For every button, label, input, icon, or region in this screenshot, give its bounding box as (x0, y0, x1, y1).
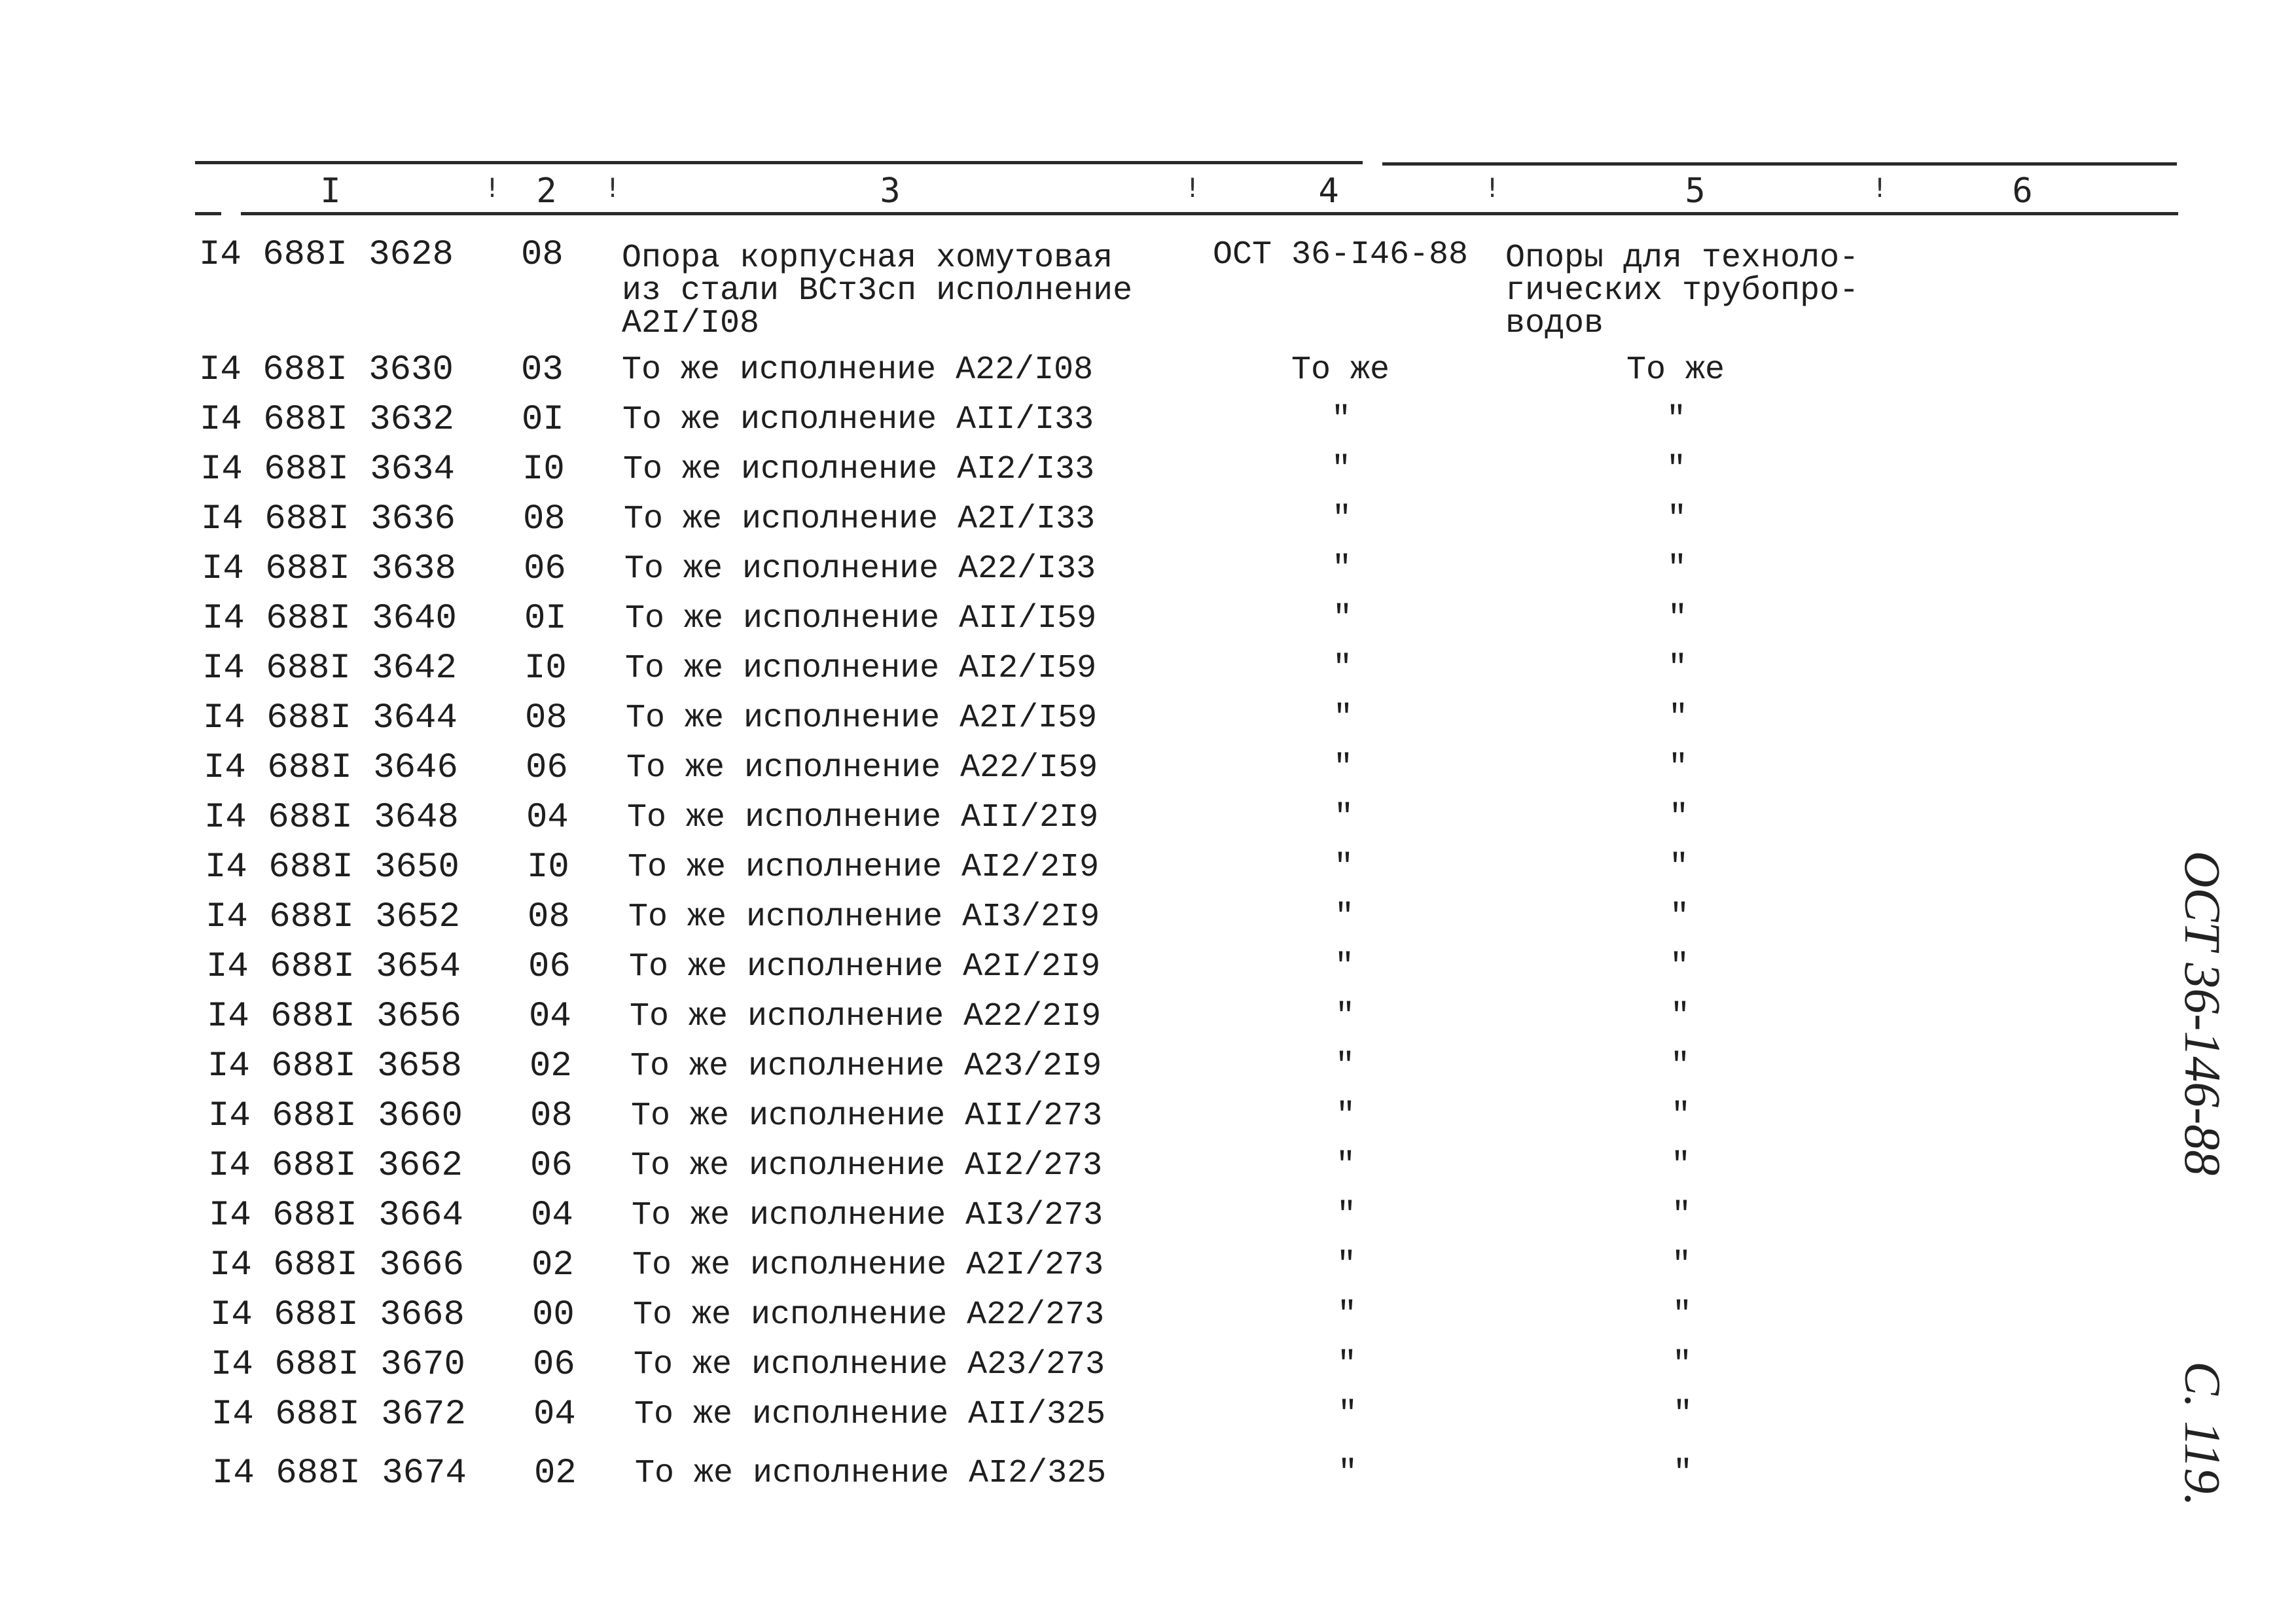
check-number: I0 (522, 450, 565, 490)
column-header-5: 5 (1685, 171, 1706, 211)
standard-ref: " (1336, 1197, 1356, 1234)
designation-code: I4 688I 3670 (211, 1345, 465, 1385)
item-name: То же исполнение А2I/I59 (626, 700, 1098, 737)
header-bottom-rule-dash (195, 212, 221, 215)
standard-ref: То же (1291, 351, 1390, 389)
group-name: " (1669, 899, 1689, 936)
standard-ref: " (1336, 1296, 1357, 1334)
designation-code: I4 688I 3654 (206, 947, 461, 987)
group-name: " (1668, 749, 1688, 787)
check-number: 06 (533, 1345, 575, 1385)
standard-ref: " (1332, 650, 1352, 687)
item-name: Опора корпусная хомутовая из стали ВСт3сп исполнение А2I/I08 (622, 240, 1133, 342)
item-name: То же исполнение АI3/273 (632, 1197, 1103, 1234)
column-separator: ! (1484, 173, 1501, 204)
standard-ref: " (1337, 1396, 1357, 1433)
check-number: 08 (523, 499, 565, 539)
check-number: 08 (521, 235, 564, 275)
standard-ref: ОСТ 36-I46-88 (1212, 236, 1469, 274)
standard-ref: " (1335, 1048, 1355, 1085)
group-name: То же (1626, 351, 1725, 389)
group-name: " (1670, 998, 1690, 1035)
item-name: То же исполнение А23/2I9 (630, 1048, 1102, 1085)
standard-ref: " (1337, 1455, 1357, 1492)
check-number: I0 (527, 847, 569, 887)
item-name: То же исполнение АI2/325 (635, 1455, 1107, 1492)
standard-ref: " (1335, 1147, 1355, 1185)
column-header-3: 3 (880, 171, 901, 211)
check-number: 06 (528, 947, 571, 987)
designation-code: I4 688I 3632 (200, 400, 454, 440)
item-name: То же исполнение А2I/273 (632, 1247, 1104, 1284)
check-number: 00 (532, 1295, 575, 1335)
designation-code: I4 688I 3672 (211, 1395, 466, 1435)
check-number: 0I (524, 599, 567, 639)
check-number: 0I (522, 400, 564, 440)
item-name: То же исполнение А2I/I33 (624, 501, 1096, 538)
group-name: " (1671, 1247, 1691, 1284)
standard-ref: " (1335, 1097, 1355, 1135)
designation-code: I4 688I 3674 (212, 1454, 467, 1493)
standard-ref: " (1336, 1346, 1357, 1383)
item-name: То же исполнение А22/273 (633, 1296, 1105, 1334)
designation-code: I4 688I 3652 (206, 897, 460, 937)
item-name: То же исполнение АII/I59 (625, 600, 1097, 637)
group-name: " (1672, 1396, 1693, 1433)
group-name: " (1671, 1197, 1691, 1234)
item-name: То же исполнение АII/273 (631, 1097, 1103, 1135)
check-number: 04 (526, 798, 569, 838)
group-name: " (1668, 700, 1688, 737)
item-name: То же исполнение А23/273 (634, 1346, 1105, 1383)
group-name: " (1669, 948, 1689, 986)
designation-code: I4 688I 3662 (208, 1146, 463, 1186)
standard-ref: " (1334, 948, 1354, 986)
column-separator: ! (605, 173, 621, 204)
standard-ref: " (1335, 998, 1355, 1035)
column-header-1: I (320, 171, 341, 211)
designation-code: I4 688I 3640 (202, 599, 457, 639)
column-separator: ! (484, 173, 501, 204)
item-name: То же исполнение А22/I59 (626, 749, 1098, 787)
group-name: " (1672, 1455, 1693, 1492)
item-name: То же исполнение АI2/I33 (623, 451, 1095, 488)
check-number: 02 (529, 1046, 572, 1086)
designation-code: I4 688I 3646 (204, 748, 458, 788)
group-name: " (1670, 1097, 1691, 1135)
designation-code: I4 688I 3668 (210, 1295, 465, 1335)
standard-ref: " (1333, 700, 1353, 737)
group-name: " (1668, 799, 1689, 836)
item-name: То же исполнение А22/2I9 (630, 998, 1102, 1035)
header-top-rule-right (1382, 162, 2177, 166)
group-name: " (1672, 1296, 1692, 1334)
group-name: " (1666, 501, 1687, 538)
check-number: I0 (524, 649, 567, 688)
standard-ref: " (1333, 799, 1354, 836)
check-number: 02 (534, 1454, 577, 1493)
item-name: То же исполнение А2I/2I9 (629, 948, 1101, 986)
designation-code: I4 688I 3660 (208, 1096, 463, 1136)
item-name: То же исполнение А22/I33 (624, 550, 1096, 588)
item-name: То же исполнение АII/325 (634, 1396, 1106, 1433)
check-number: 06 (530, 1146, 573, 1186)
designation-code: I4 688I 3630 (199, 350, 454, 390)
column-separator: ! (1185, 173, 1201, 204)
check-number: 04 (531, 1196, 573, 1236)
group-name: " (1670, 1147, 1691, 1185)
check-number: 06 (524, 549, 566, 589)
check-number: 04 (529, 997, 571, 1037)
item-name: То же исполнение АI3/2I9 (628, 899, 1100, 936)
designation-code: I4 688I 3628 (199, 235, 454, 275)
designation-code: I4 688I 3636 (201, 499, 456, 539)
item-name: То же исполнение АII/I33 (622, 401, 1094, 438)
standard-ref: " (1334, 899, 1354, 936)
item-name: То же исполнение А22/I08 (622, 351, 1094, 389)
column-separator: ! (1872, 173, 1888, 204)
designation-code: I4 688I 3664 (209, 1196, 463, 1236)
designation-code: I4 688I 3644 (203, 698, 457, 738)
group-name: " (1670, 1048, 1690, 1085)
group-name: " (1667, 650, 1687, 687)
header-top-rule-left (195, 161, 1363, 164)
check-number: 04 (533, 1395, 576, 1435)
standard-ref: " (1331, 550, 1352, 588)
standard-ref: " (1331, 451, 1351, 488)
standard-ref: " (1332, 600, 1352, 637)
group-name: Опоры для техноло- гических трубопро- водов (1505, 240, 1859, 342)
check-number: 02 (531, 1245, 574, 1285)
header-bottom-rule (241, 212, 2178, 215)
group-name: " (1668, 849, 1689, 886)
standard-ref: " (1331, 401, 1351, 438)
item-name: То же исполнение АII/2I9 (627, 799, 1099, 836)
item-name: То же исполнение АI2/I59 (625, 650, 1097, 687)
group-name: " (1666, 401, 1686, 438)
check-number: 06 (526, 748, 568, 788)
item-name: То же исполнение АI2/273 (631, 1147, 1103, 1185)
designation-code: I4 688I 3648 (204, 798, 459, 838)
check-number: 08 (530, 1096, 573, 1136)
check-number: 03 (521, 350, 564, 390)
designation-code: I4 688I 3638 (202, 549, 456, 589)
designation-code: I4 688I 3666 (209, 1245, 464, 1285)
designation-code: I4 688I 3656 (207, 997, 461, 1037)
group-name: " (1666, 451, 1686, 488)
column-header-2: 2 (536, 171, 557, 211)
margin-page-number: С. 119. (2174, 1361, 2231, 1507)
designation-code: I4 688I 3650 (205, 847, 459, 887)
column-header-6: 6 (2012, 171, 2033, 211)
designation-code: I4 688I 3642 (202, 649, 457, 688)
standard-ref: " (1331, 501, 1352, 538)
standard-ref: " (1333, 749, 1353, 787)
group-name: " (1666, 550, 1687, 588)
check-number: 08 (525, 698, 567, 738)
designation-code: I4 688I 3634 (200, 450, 455, 490)
check-number: 08 (528, 897, 570, 937)
group-name: " (1672, 1346, 1692, 1383)
designation-code: I4 688I 3658 (207, 1046, 462, 1086)
standard-ref: " (1336, 1247, 1356, 1284)
standard-ref: " (1333, 849, 1354, 886)
group-name: " (1667, 600, 1687, 637)
margin-standard-label: ОСТ 36-146-88 (2174, 851, 2231, 1176)
item-name: То же исполнение АI2/2I9 (628, 849, 1100, 886)
column-header-4: 4 (1318, 171, 1339, 211)
